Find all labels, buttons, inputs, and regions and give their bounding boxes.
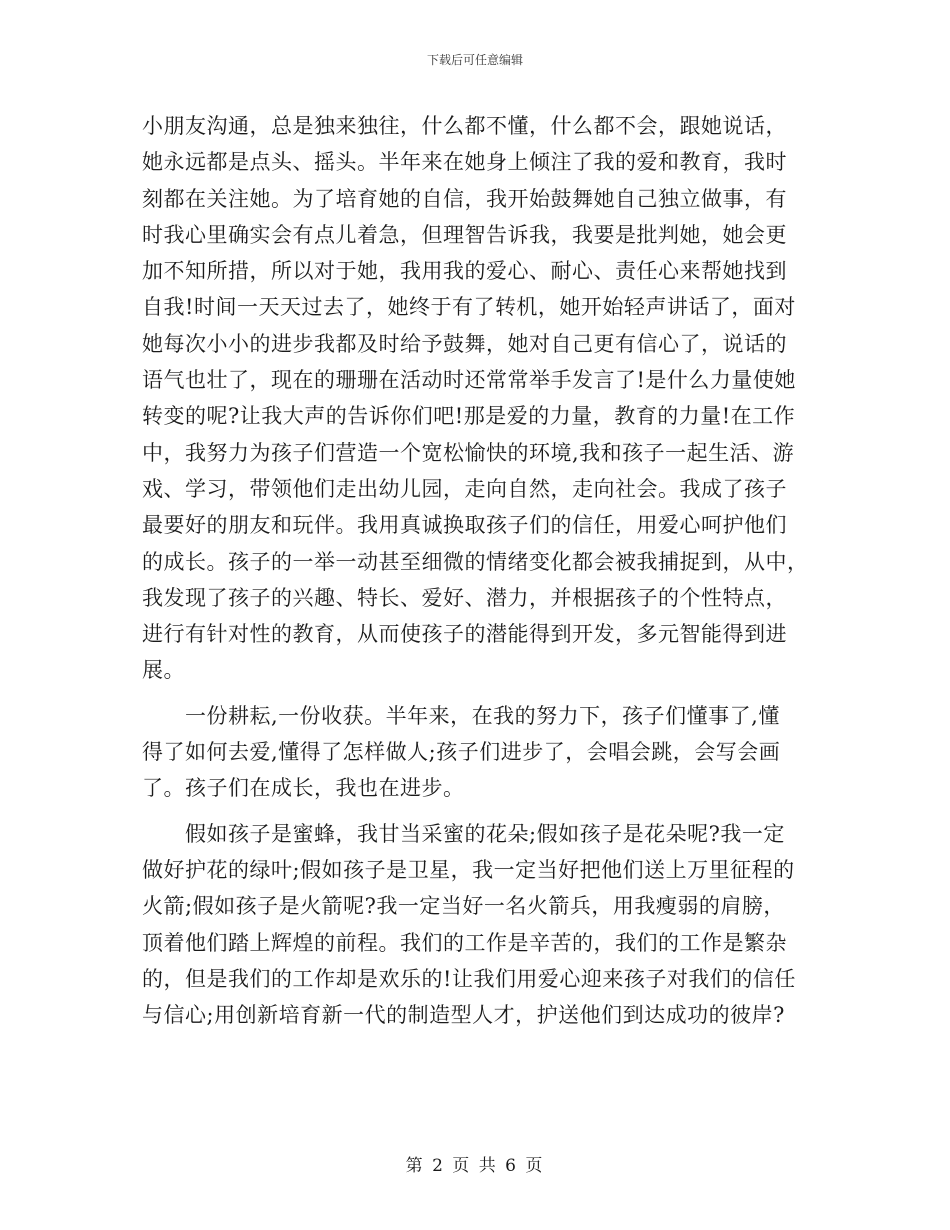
text-line: 时我心里确实会有点儿着急，但理智告诉我，我要是批判她，她会更	[142, 222, 787, 247]
text-line: 最要好的朋友和玩伴。我用真诚换取孩子们的信任，用爱心呵护他们	[142, 513, 787, 538]
paragraph-2	[142, 698, 802, 807]
text-line: 的，但是我们的工作却是欢乐的!让我们用爱心迎来孩子对我们的信任	[142, 966, 796, 991]
text-line: 假如孩子是蜜蜂，我甘当采蜜的花朵;假如孩子是花朵呢?我一定	[142, 821, 785, 846]
paragraph-1	[142, 108, 809, 689]
document-body	[142, 108, 809, 1033]
text-line: 自我!时间一天天过去了，她终于有了转机，她开始轻声讲话了，面对	[142, 295, 796, 320]
text-line: 火箭;假如孩子是火箭呢?我一定当好一名火箭兵，用我瘦弱的肩膀，	[142, 894, 785, 919]
text-line: 顶着他们踏上辉煌的前程。我们的工作是辛苦的，我们的工作是繁杂	[142, 930, 787, 955]
text-line: 得了如何去爱,懂得了怎样做人;孩子们进步了，会唱会跳，会写会画	[142, 740, 781, 765]
text-line: 刻都在关注她。为了培育她的自信，我开始鼓舞她自己独立做事，有	[142, 186, 787, 211]
text-line: 小朋友沟通，总是独来独往，什么都不懂，什么都不会，跟她说话，	[142, 114, 787, 138]
text-line: 我发现了孩子的兴趣、特长、爱好、潜力，并根据孩子的个性特点，	[142, 585, 787, 610]
text-line: 语气也壮了，现在的珊珊在活动时还常常举手发言了!是什么力量使她	[142, 368, 796, 393]
text-line: 戏、学习，带领他们走出幼儿园，走向自然，走向社会。我成了孩子	[142, 476, 787, 501]
page-header: 下载后可任意编辑	[426, 53, 523, 67]
paragraph-3	[142, 816, 802, 1034]
text-line: 她永远都是点头、摇头。半年来在她身上倾注了我的爱和教育，我时	[142, 150, 787, 175]
text-line: 做好护花的绿叶;假如孩子是卫星，我一定当好把他们送上万里征程的	[142, 857, 795, 882]
text-line: 展。	[142, 658, 185, 683]
paragraph-spacer	[142, 689, 802, 698]
text-line: 进行有针对性的教育，从而使孩子的潜能得到开发，多元智能得到进	[142, 622, 787, 647]
text-line: 中，我努力为孩子们营造一个宽松愉快的环境,我和孩子一起生活、游	[142, 440, 795, 465]
text-line: 加不知所措，所以对于她，我用我的爱心、耐心、责任心来帮她找到	[142, 259, 787, 284]
text-line: 的成长。孩子的一举一动甚至细微的情绪变化都会被我捕捉到，从中，	[142, 549, 809, 574]
text-line: 她每次小小的进步我都及时给予鼓舞，她对自己更有信心了，说话的	[142, 331, 787, 356]
text-line: 转变的呢?让我大声的告诉你们吧!那是爱的力量，教育的力量!在工作	[142, 404, 796, 429]
page-footer: 第 2 页 共 6 页	[405, 1156, 545, 1176]
text-line: 一份耕耘,一份收获。半年来，在我的努力下，孩子们懂事了,懂	[142, 703, 780, 728]
text-line: 了。孩子们在成长，我也在进步。	[142, 776, 465, 801]
paragraph-spacer	[142, 807, 802, 816]
text-line: 与信心;用创新培育新一代的制造型人才，护送他们到达成功的彼岸?	[142, 1003, 785, 1028]
